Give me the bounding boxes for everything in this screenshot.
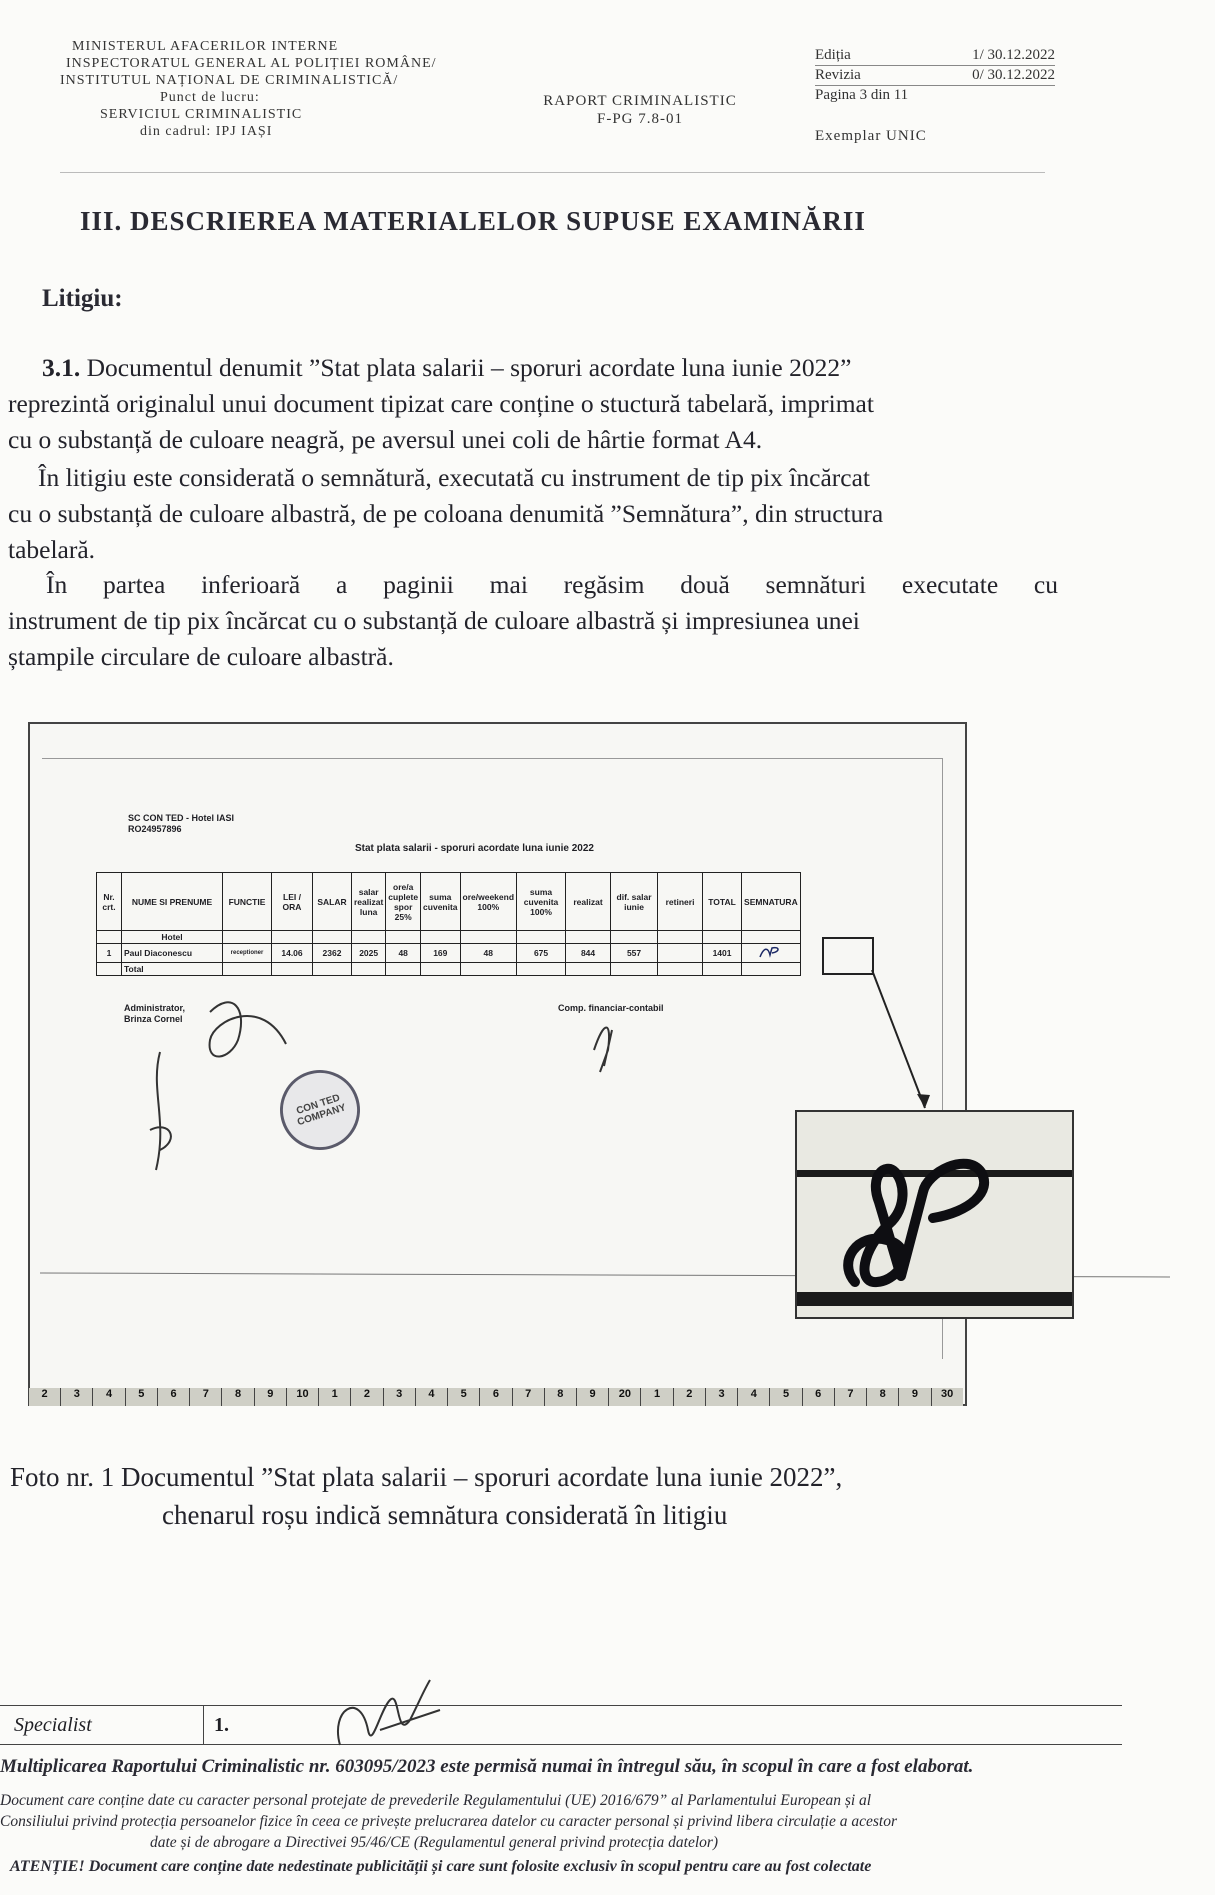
specialist-value: 1. bbox=[214, 1714, 229, 1736]
photo-company: SC CON TED - Hotel IASI RO24957896 bbox=[128, 813, 235, 834]
institution-line: INSTITUTUL NAȚIONAL DE CRIMINALISTICĂ/ bbox=[60, 73, 399, 88]
institution-line: SERVICIUL CRIMINALISTIC bbox=[100, 107, 303, 122]
institution-line: INSPECTORATUL GENERAL AL POLIȚIEI ROMÂNE/ bbox=[66, 56, 437, 71]
header-institution bbox=[60, 38, 480, 140]
photo-salary-table: Nr. crt. NUME SI PRENUME FUNCTIE LEI / ORA SALAR salar realizat luna ore/a cuplete spor 25% suma cuvenita ore/weekend 100% suma cuvenita 100% realizat dif. salar iunie retineri TOTAL SEMNATURA Hotel 1 Paul Diaconescu receptioner 14.06 2362 2025 48 169 48 675 844 557 1401 Total bbox=[96, 872, 801, 976]
specialist-label: Specialist bbox=[0, 1706, 204, 1744]
gdpr-note: Document care conține date cu caracter personal protejate de prevederile Regulamentului (UE) 2016/679” al Parlamentului European și al Consiliului privind protecția persoanelor fizice în ceea ce privește prelucrarea datelor cu caracter personal și privind libera circulație a acestor date și de abrogare a Directivei 95/46/CE (Regulamentul general privind protecția datelor) bbox=[0, 1792, 897, 1851]
institution-line: MINISTERUL AFACERILOR INTERNE bbox=[72, 39, 339, 54]
paragraph-1: 3.1. Documentul denumit ”Stat plata salarii – sporuri acordate luna iunie 2022” reprezintă originalul unui document tipizat care conține o stuctură tabelară, imprimat cu o substanță de culoare neagră, pe aversul unei coli de hârtie format A4. bbox=[8, 353, 874, 454]
editia-row: Ediția 1/ 30.12.2022 bbox=[815, 46, 1055, 66]
report-title: RAPORT CRIMINALISTIC bbox=[543, 93, 737, 109]
photo-admin-label: Administrator, Brinza Cornel bbox=[124, 1003, 186, 1024]
report-code: F-PG 7.8-01 bbox=[596, 111, 683, 127]
stamp-icon: CON TED COMPANY bbox=[270, 1060, 371, 1161]
zoomed-signature-inset bbox=[795, 1110, 1074, 1319]
header-divider bbox=[60, 172, 1045, 173]
signature-mark-icon bbox=[756, 945, 786, 959]
photo-comp-label: Comp. financiar-contabil bbox=[558, 1003, 664, 1013]
institution-line: din cadrul: IPJ IAȘI bbox=[140, 124, 273, 139]
multiplication-note: Multiplicarea Raportului Criminalistic nr. 603095/2023 este permisă numai în întregul său, în scopul în care a fost elaborat. bbox=[0, 1756, 974, 1777]
institution-line: Punct de lucru: bbox=[160, 90, 260, 105]
exemplar: Exemplar UNIC bbox=[815, 128, 927, 144]
signature-highlight-box bbox=[822, 937, 874, 975]
section-title: III. DESCRIEREA MATERIALELOR SUPUSE EXAMINĂRII bbox=[80, 206, 866, 236]
revizia-row: Revizia 0/ 30.12.2022 bbox=[815, 66, 1055, 86]
photo-doc-title: Stat plata salarii - sporuri acordate luna iunie 2022 bbox=[355, 843, 594, 854]
specialist-row bbox=[0, 1705, 1122, 1745]
photo-caption: Foto nr. 1 Documentul ”Stat plata salarii – sporuri acordate luna iunie 2022”, chenarul roșu indică semnătura considerată în litigiu bbox=[10, 1462, 843, 1530]
disputed-signature-cell bbox=[742, 944, 801, 963]
subheading: Litigiu: bbox=[42, 285, 123, 312]
pagina: Pagina 3 din 11 bbox=[815, 87, 909, 103]
table-row: 1 Paul Diaconescu receptioner 14.06 2362 2025 48 169 48 675 844 557 1401 bbox=[97, 944, 801, 963]
header-meta bbox=[815, 46, 1055, 146]
zoomed-signature-icon bbox=[797, 1112, 1072, 1317]
specialist-signature-icon bbox=[320, 1670, 460, 1760]
photo-scale-ruler: 2 3 4 5 6 7 8 9 10 1 2 3 4 5 6 7 8 9 20 1 2 3 4 5 6 7 8 9 30 bbox=[28, 1388, 963, 1406]
attention-note: ATENȚIE! Document care conține date nedestinate publicității și care sunt folosite exclusiv în scopul pentru care au fost colectate bbox=[10, 1858, 872, 1875]
paragraph-3: În partea inferioară a paginii mai regăsim două semnături executate cu instrument de tip pix încărcat cu o substanță de culoare albastră și impresiunea unei ștampile circulare de culoare albastră. bbox=[8, 570, 1058, 671]
header-report bbox=[520, 92, 760, 128]
paragraph-2: În litigiu este considerată o semnătură, executată cu instrument de tip pix încărcat cu o substanță de culoare albastră, de pe coloana denumită ”Semnătura”, din structura tabelară. bbox=[8, 463, 884, 564]
